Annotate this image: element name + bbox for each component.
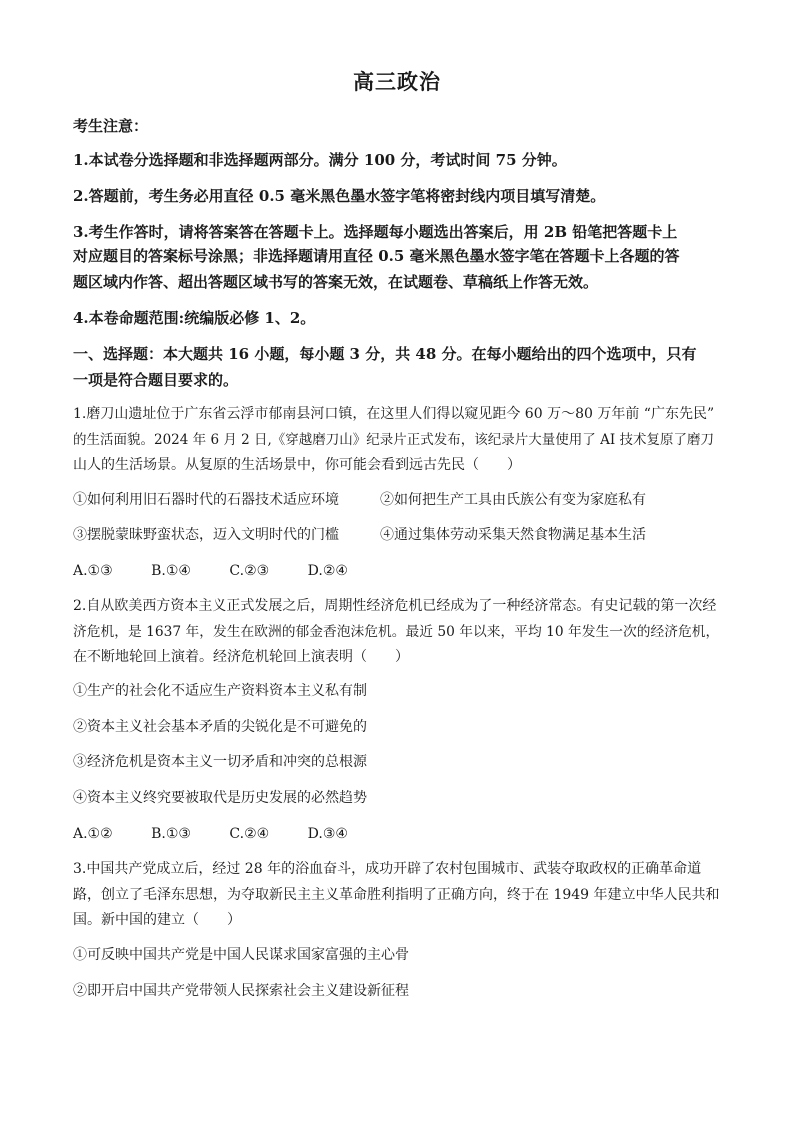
notice-item: 对应题目的答案标号涂黑；非选择题请用直径 0.5 毫米黑色墨水签字笔在答题卡上各题的答 — [73, 247, 680, 265]
question-2-option: ①生产的社会化不适应生产资料资本主义私有制 — [73, 683, 367, 699]
question-2-stem: 济危机，是 1637 年，发生在欧洲的郁金香泡沫危机。最近 50 年以来，平均 10 年发生一次的经济危机， — [73, 624, 720, 640]
choice-b: B.①③ — [151, 826, 191, 842]
choice-c: C.②④ — [229, 826, 270, 842]
question-3-stem: 3.中国共产党成立后，经过 28 年的浴血奋斗，成功开辟了农村包围城市、武装夺取政权的正确革命道 — [73, 861, 702, 877]
question-1-option: ④通过集体劳动采集天然食物满足基本生活 — [380, 527, 646, 543]
notice-heading: 考生注意： — [73, 117, 149, 135]
question-2-choices — [73, 820, 723, 849]
question-1-choices — [73, 557, 723, 586]
question-1-option: ③摆脱蒙昧野蛮状态，迈入文明时代的门槛 — [73, 527, 339, 543]
question-3-option: ②即开启中国共产党带领人民探索社会主义建设新征程 — [73, 983, 409, 999]
choice-a: A.①③ — [73, 563, 113, 579]
question-3-stem: 路，创立了毛泽东思想，为夺取新民主主义革命胜利指明了正确方向，终于在 1949 年建立中华人民共和 — [73, 887, 720, 903]
question-1-stem: 山人的生活场景。从复原的生活场景中，你可能会看到远古先民（ ） — [73, 457, 521, 473]
question-2-option: ③经济危机是资本主义一切矛盾和冲突的总根源 — [73, 754, 367, 770]
question-1-option: ②如何把生产工具由氏族公有变为家庭私有 — [380, 492, 646, 508]
question-2-stem: 在不断地轮回上演着。经济危机轮回上演表明（ ） — [73, 649, 409, 665]
section-heading: 一项是符合题目要求的。 — [73, 371, 239, 389]
section-heading: 一、选择题：本大题共 16 小题，每小题 3 分，共 48 分。在每小题给出的四个选项中，只有 — [73, 345, 697, 363]
question-3-stem: 国。新中国的建立（ ） — [73, 912, 241, 928]
choice-c: C.②③ — [229, 563, 270, 579]
question-2-option: ②资本主义社会基本矛盾的尖锐化是不可避免的 — [73, 719, 367, 735]
question-1-option: ①如何利用旧石器时代的石器技术适应环境 — [73, 492, 339, 508]
notice-item: 题区域内作答、超出答题区域书写的答案无效，在试题卷、草稿纸上作答无效。 — [73, 273, 599, 291]
notice-item: 4.本卷命题范围:统编版必修 1、2。 — [73, 309, 316, 327]
question-2-option: ④资本主义终究要被取代是历史发展的必然趋势 — [73, 790, 367, 806]
choice-d: D.②④ — [307, 563, 348, 579]
notice-item: 3.考生作答时，请将答案答在答题卡上。选择题每小题选出答案后，用 2B 铅笔把答题卡上 — [73, 223, 678, 241]
question-2-stem: 2.自从欧美西方资本主义正式发展之后，周期性经济危机已经成为了一种经济常态。有史记载的第一次经 — [73, 598, 717, 614]
page-title: 高三政治 — [353, 69, 441, 94]
choice-b: B.①④ — [151, 563, 191, 579]
question-1-stem: 1.磨刀山遗址位于广东省云浮市郁南县河口镇，在这里人们得以窥见距今 60 万～80 万年前 “广东先民” — [73, 406, 715, 422]
question-1-stem: 的生活面貌。2024 年 6 月 2 日,《穿越磨刀山》纪录片正式发布，该纪录片大量使用了 AI 技术复原了磨刀 — [73, 432, 714, 448]
choice-d: D.③④ — [307, 826, 348, 842]
question-3-option: ①可反映中国共产党是中国人民谋求国家富强的主心骨 — [73, 947, 409, 963]
notice-item: 2.答题前，考生务必用直径 0.5 毫米黑色墨水签字笔将密封线内项目填写清楚。 — [73, 187, 606, 205]
notice-item: 1.本试卷分选择题和非选择题两部分。满分 100 分，考试时间 75 分钟。 — [73, 151, 567, 169]
choice-a: A.①② — [73, 826, 113, 842]
